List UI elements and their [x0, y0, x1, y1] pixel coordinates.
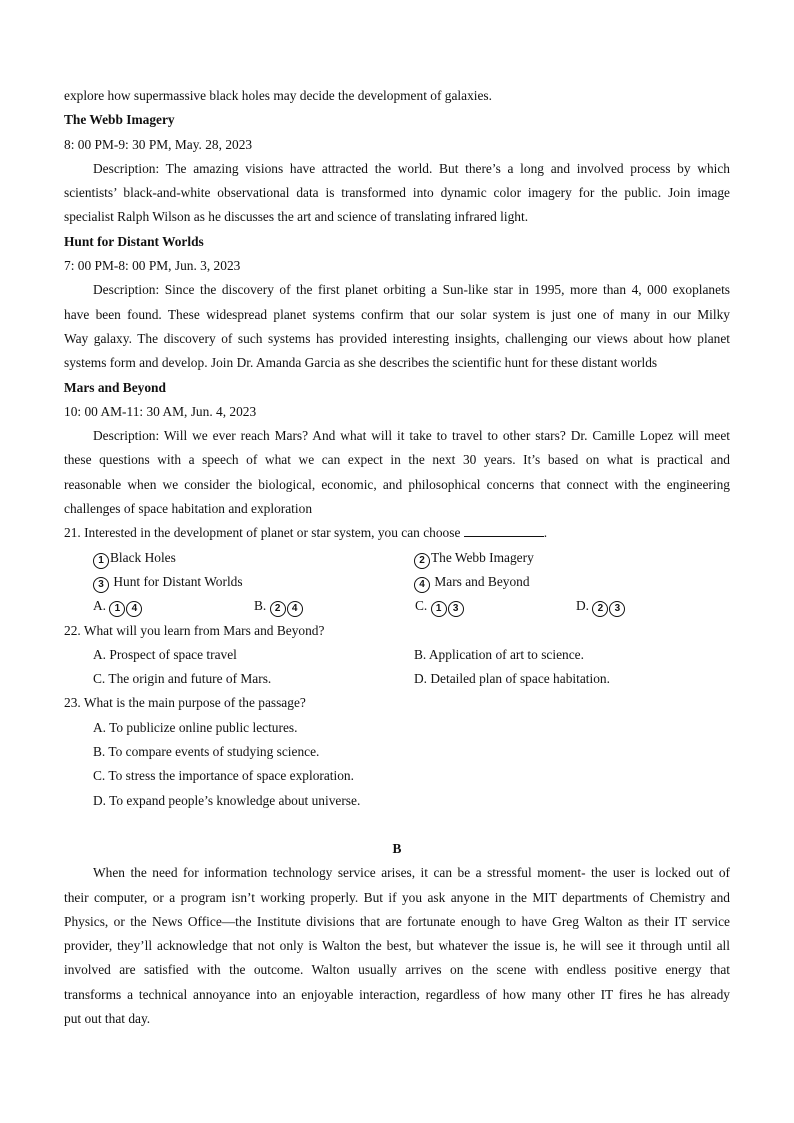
passage-line: When the need for information technology service arises, it can be a stressful moment- the user is locked out of	[93, 865, 730, 881]
event-title: Hunt for Distant Worlds	[64, 233, 204, 249]
answer-option-d[interactable]	[576, 594, 626, 618]
passage-line: their computer, or a program isn’t working properly. But if you ask anyone in the MIT departments of Chemistry and	[64, 889, 730, 905]
question-21-items-row	[64, 570, 730, 594]
circled-number: 3	[93, 577, 109, 593]
item-text: The Webb Imagery	[431, 549, 534, 565]
answer-option-a[interactable]: A. Prospect of space travel	[93, 646, 237, 662]
circled-number: 4	[414, 577, 430, 593]
circled-number: 1	[93, 553, 109, 569]
question-21-items-row	[64, 546, 730, 570]
circled-number: 2	[414, 553, 430, 569]
event-title: The Webb Imagery	[64, 112, 175, 128]
event-description-line: Description: Since the discovery of the first planet orbiting a Sun-like star in 1995, more than 4, 000 exoplanets	[93, 282, 730, 298]
answer-option-d[interactable]: D. Detailed plan of space habitation.	[414, 671, 610, 687]
question-22-options-row	[64, 643, 730, 667]
circled-number: 3	[609, 601, 625, 617]
question-21-options	[64, 594, 730, 618]
answer-blank	[464, 524, 544, 537]
answer-option-c[interactable]: C. The origin and future of Mars.	[93, 671, 272, 687]
item-text: Mars and Beyond	[434, 573, 530, 589]
question-23-stem: 23. What is the main purpose of the passage?	[64, 695, 306, 711]
passage-line: provider, they’ll acknowledge that not only is Walton the best, but whatever the issue is, he will see it through until all	[64, 938, 730, 954]
question-22-options-row	[64, 667, 730, 691]
option-letter: A.	[93, 598, 107, 614]
event-description-line: reasonable when we consider the biological, economic, and philosophical concerns that connect with the engineering	[64, 476, 730, 492]
document-page	[64, 84, 730, 1031]
event-time: 10: 00 AM-11: 30 AM, Jun. 4, 2023	[64, 403, 257, 419]
event-description-line: these questions with a speech of what we can expect in the next 30 years. It’s based on what is practical and	[64, 452, 730, 468]
item-text: Hunt for Distant Worlds	[113, 573, 243, 589]
passage-line: Physics, or the News Office—the Institute divisions that are fortunate enough to have Greg Walton as their IT service	[64, 913, 730, 929]
option-letter: B.	[254, 598, 267, 614]
numbered-item	[414, 546, 534, 570]
option-letter: D.	[576, 598, 590, 614]
answer-option-d[interactable]: D. To expand people’s knowledge about universe.	[93, 792, 361, 808]
circled-number: 4	[287, 601, 303, 617]
question-stem-text: 21. Interested in the development of planet or star system, you can choose	[64, 525, 461, 541]
numbered-item	[414, 570, 530, 594]
circled-number: 3	[448, 601, 464, 617]
passage-line: transforms a technical annoyance into an enjoyable interaction, regardless of how many other IT fires he has already	[64, 986, 730, 1002]
event-description-line: specialist Ralph Wilson as he discusses the art and science of translating infrared light.	[64, 209, 529, 225]
answer-option-c[interactable]: C. To stress the importance of space exploration.	[93, 768, 354, 784]
event-description-line: systems form and develop. Join Dr. Amanda Garcia as she describes the scientific hunt for these distant worlds	[64, 355, 658, 371]
question-22-stem: 22. What will you learn from Mars and Beyond?	[64, 622, 325, 638]
numbered-item	[93, 570, 414, 594]
event-description-line: Description: The amazing visions have attracted the world. But there’s a long and involved process by which	[93, 160, 730, 176]
intro-tail: explore how supermassive black holes may decide the development of galaxies.	[64, 88, 492, 103]
numbered-item	[93, 546, 414, 570]
answer-option-c[interactable]	[415, 594, 576, 618]
passage-line: put out that day.	[64, 1010, 151, 1026]
circled-number: 4	[126, 601, 142, 617]
event-description-line: have been found. These widespread planet systems confirm that our solar system is just one of many in our Milky	[64, 306, 730, 322]
event-description-line: Description: Will we ever reach Mars? And what will it take to travel to other stars? Dr. Camille Lopez will meet	[93, 428, 730, 444]
event-description-line: challenges of space habitation and exploration	[64, 501, 313, 517]
section-heading: B	[392, 840, 402, 856]
event-description-line: Way galaxy. The discovery of such systems has provided interesting insights, challenging our views about how planet	[64, 330, 730, 346]
passage-line: involved are satisfied with the outcome. Walton usually arrives on the scene with endless positive energy that	[64, 962, 730, 978]
answer-option-b[interactable]: B. Application of art to science.	[414, 646, 584, 662]
circled-number: 2	[270, 601, 286, 617]
circled-number: 1	[109, 601, 125, 617]
event-description-line: scientists’ black-and-white observational data is transformed into dynamic color imagery for the public. Join image	[64, 185, 730, 201]
circled-number: 1	[431, 601, 447, 617]
answer-option-b[interactable]	[254, 594, 415, 618]
circled-number: 2	[592, 601, 608, 617]
event-title: Mars and Beyond	[64, 379, 166, 395]
answer-option-a[interactable]	[93, 594, 254, 618]
answer-option-a[interactable]: A. To publicize online public lectures.	[93, 719, 298, 735]
answer-option-b[interactable]: B. To compare events of studying science.	[93, 744, 320, 760]
item-text: Black Holes	[110, 549, 176, 565]
event-time: 8: 00 PM-9: 30 PM, May. 28, 2023	[64, 136, 253, 152]
option-letter: C.	[415, 598, 428, 614]
question-21-stem: 21. Interested in the development of planet or star system, you can choose .	[64, 525, 548, 541]
event-time: 7: 00 PM-8: 00 PM, Jun. 3, 2023	[64, 258, 241, 274]
